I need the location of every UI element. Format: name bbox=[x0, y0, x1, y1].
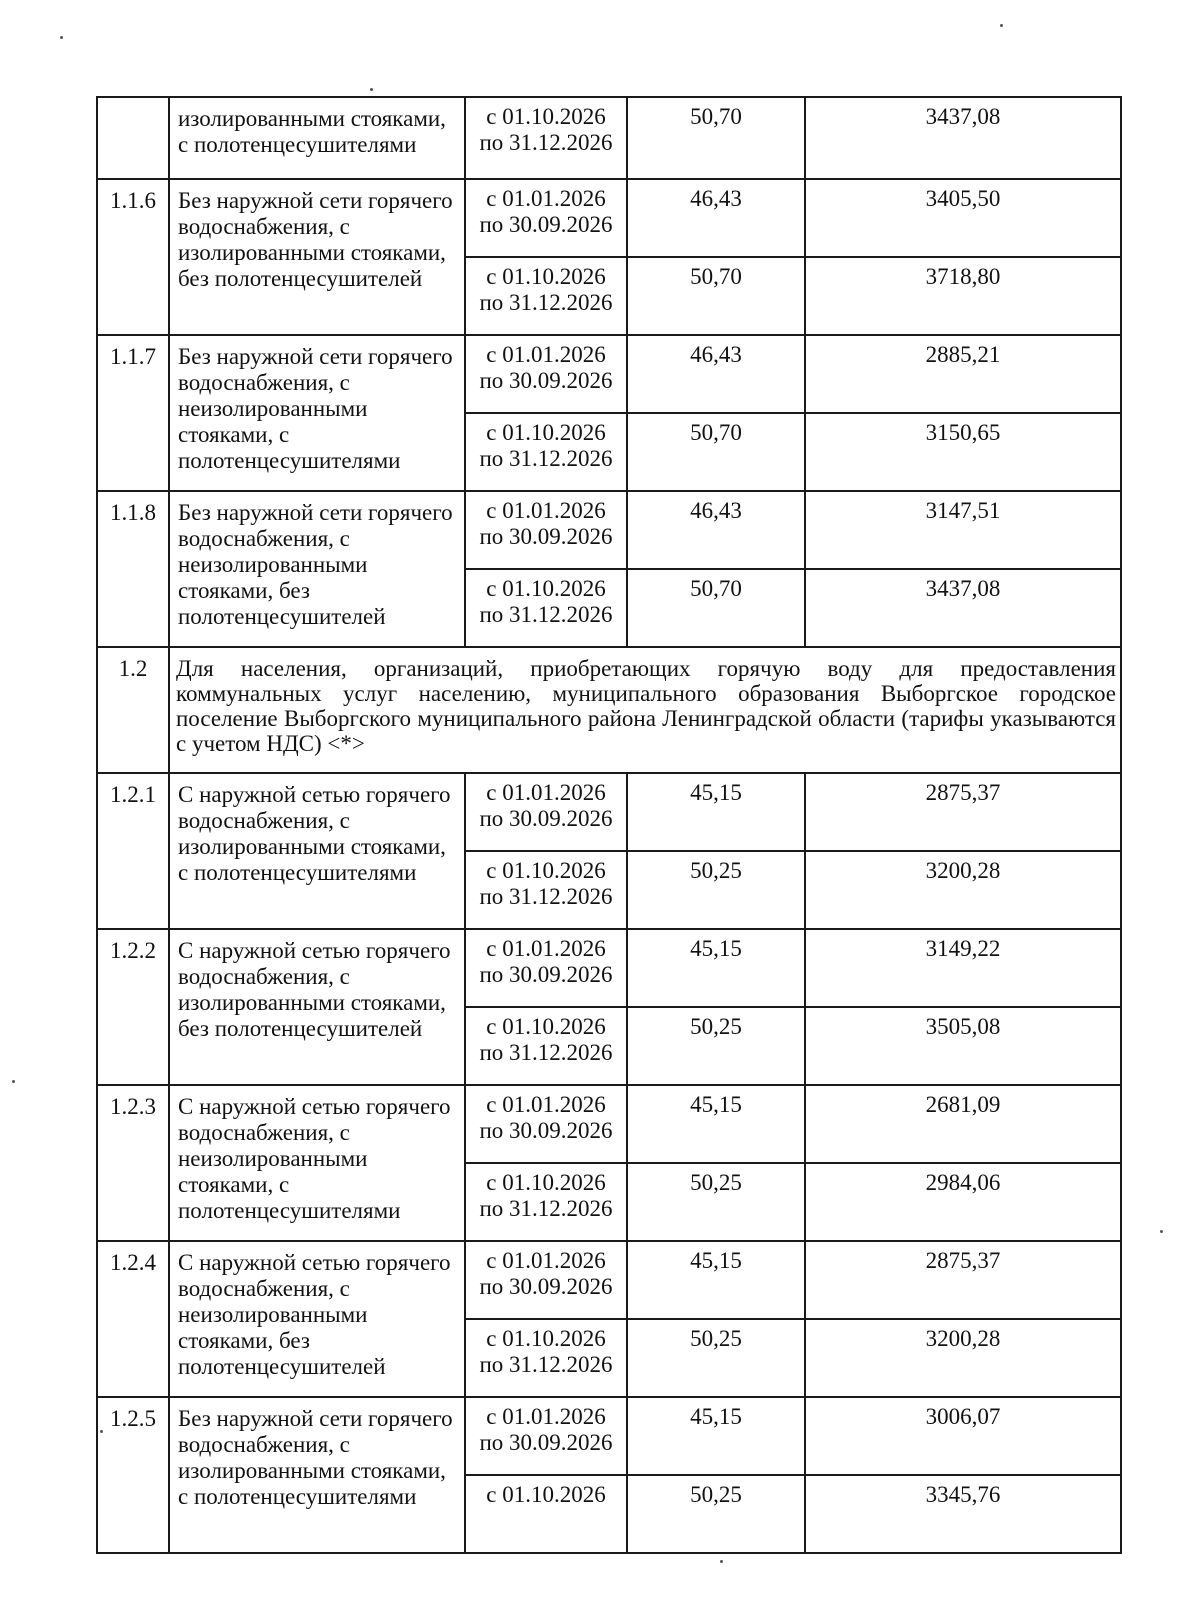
table-row bbox=[97, 929, 1121, 1007]
table-row bbox=[97, 179, 1121, 257]
row-description: С наружной сетью горячего водоснабжения, с неизолированными стояками, без полотенцесушителей bbox=[169, 1241, 465, 1397]
period-cell bbox=[465, 1163, 627, 1241]
period-from: с 01.01.2026 bbox=[486, 1092, 606, 1117]
consumption-norm: 50,70 bbox=[627, 569, 805, 647]
row-number: 1.2.5 bbox=[97, 1397, 169, 1553]
row-number: 1.1.6 bbox=[97, 179, 169, 335]
tariff-value: 3200,28 bbox=[805, 1319, 1121, 1397]
period-cell bbox=[465, 1319, 627, 1397]
row-description: С наружной сетью горячего водоснабжения, с изолированными стояками, с полотенцесушителями bbox=[169, 773, 465, 929]
tariff-value: 3437,08 bbox=[805, 97, 1121, 179]
period-cell bbox=[465, 929, 627, 1007]
table-row bbox=[97, 773, 1121, 851]
row-description: С наружной сетью горячего водоснабжения, с изолированными стояками, без полотенцесушителей bbox=[169, 929, 465, 1085]
period-from: с 01.10.2026 bbox=[486, 858, 606, 883]
period-from: с 01.01.2026 bbox=[486, 936, 606, 961]
period-cell bbox=[465, 413, 627, 491]
tariff-table bbox=[96, 96, 1122, 1554]
period-from: с 01.01.2026 bbox=[486, 186, 606, 211]
consumption-norm: 50,70 bbox=[627, 257, 805, 335]
period-from: с 01.01.2026 bbox=[486, 498, 606, 523]
tariff-value: 3505,08 bbox=[805, 1007, 1121, 1085]
scan-speck bbox=[100, 1430, 103, 1433]
period-to: по 31.12.2026 bbox=[479, 1352, 613, 1377]
period-to: по 31.12.2026 bbox=[479, 130, 613, 155]
period-cell bbox=[465, 1241, 627, 1319]
period-cell bbox=[465, 1475, 627, 1553]
scan-speck bbox=[370, 88, 373, 91]
consumption-norm: 46,43 bbox=[627, 179, 805, 257]
period-to: по 31.12.2026 bbox=[479, 446, 613, 471]
period-from: с 01.10.2026 bbox=[486, 576, 606, 601]
scan-speck bbox=[1160, 1230, 1163, 1233]
period-to: по 31.12.2026 bbox=[479, 290, 613, 315]
consumption-norm: 50,25 bbox=[627, 1163, 805, 1241]
period-from: с 01.10.2026 bbox=[486, 420, 606, 445]
period-to: по 30.09.2026 bbox=[479, 1430, 613, 1455]
tariff-value: 3200,28 bbox=[805, 851, 1121, 929]
row-number: 1.2.3 bbox=[97, 1085, 169, 1241]
consumption-norm: 46,43 bbox=[627, 491, 805, 569]
tariff-value: 3437,08 bbox=[805, 569, 1121, 647]
period-from: с 01.01.2026 bbox=[486, 780, 606, 805]
consumption-norm: 50,70 bbox=[627, 413, 805, 491]
tariff-value: 3150,65 bbox=[805, 413, 1121, 491]
tariff-value: 3006,07 bbox=[805, 1397, 1121, 1475]
period-from: с 01.01.2026 bbox=[486, 1404, 606, 1429]
consumption-norm: 45,15 bbox=[627, 1397, 805, 1475]
consumption-norm: 50,25 bbox=[627, 1319, 805, 1397]
period-cell bbox=[465, 773, 627, 851]
period-cell bbox=[465, 1397, 627, 1475]
table-row bbox=[97, 335, 1121, 413]
scan-speck bbox=[60, 36, 63, 39]
row-description: С наружной сетью горячего водоснабжения, с неизолированными стояками, с полотенцесушителями bbox=[169, 1085, 465, 1241]
row-number: 1.2.4 bbox=[97, 1241, 169, 1397]
period-cell bbox=[465, 1007, 627, 1085]
period-cell bbox=[465, 569, 627, 647]
tariff-value: 3405,50 bbox=[805, 179, 1121, 257]
consumption-norm: 46,43 bbox=[627, 335, 805, 413]
scan-speck bbox=[12, 1080, 15, 1083]
row-number: 1.2.2 bbox=[97, 929, 169, 1085]
period-to: по 30.09.2026 bbox=[479, 524, 613, 549]
period-cell bbox=[465, 179, 627, 257]
tariff-value: 3147,51 bbox=[805, 491, 1121, 569]
section-number: 1.2 bbox=[97, 647, 169, 773]
consumption-norm: 50,70 bbox=[627, 97, 805, 179]
row-description: Без наружной сети горячего водоснабжения, с неизолированными стояками, с полотенцесушителями bbox=[169, 335, 465, 491]
period-cell bbox=[465, 257, 627, 335]
period-cell bbox=[465, 851, 627, 929]
tariff-table-body bbox=[97, 97, 1121, 1553]
table-row bbox=[97, 97, 1121, 179]
tariff-value: 3345,76 bbox=[805, 1475, 1121, 1553]
period-from: с 01.10.2026 bbox=[486, 104, 606, 129]
period-to: по 30.09.2026 bbox=[479, 962, 613, 987]
period-from: с 01.10.2026 bbox=[486, 264, 606, 289]
period-from: с 01.10.2026 bbox=[486, 1326, 606, 1351]
tariff-value: 2681,09 bbox=[805, 1085, 1121, 1163]
tariff-value: 2875,37 bbox=[805, 1241, 1121, 1319]
consumption-norm: 50,25 bbox=[627, 1007, 805, 1085]
section-heading: Для населения, организаций, приобретающих горячую воду для предоставления коммунальных услуг населению, муниципального образования Выборгское городское поселение Выборгского муниципального района Ленинградской области (тарифы указываются с учетом НДС) <*> bbox=[169, 647, 1121, 773]
table-row bbox=[97, 1085, 1121, 1163]
consumption-norm: 45,15 bbox=[627, 929, 805, 1007]
tariff-value: 2885,21 bbox=[805, 335, 1121, 413]
period-to: по 30.09.2026 bbox=[479, 212, 613, 237]
table-row bbox=[97, 491, 1121, 569]
consumption-norm: 45,15 bbox=[627, 773, 805, 851]
period-to: по 31.12.2026 bbox=[479, 1040, 613, 1065]
tariff-value: 2984,06 bbox=[805, 1163, 1121, 1241]
consumption-norm: 50,25 bbox=[627, 851, 805, 929]
period-from: с 01.10.2026 bbox=[486, 1482, 606, 1507]
consumption-norm: 45,15 bbox=[627, 1241, 805, 1319]
period-to: по 30.09.2026 bbox=[479, 368, 613, 393]
consumption-norm: 50,25 bbox=[627, 1475, 805, 1553]
consumption-norm: 45,15 bbox=[627, 1085, 805, 1163]
row-number: 1.1.8 bbox=[97, 491, 169, 647]
table-row bbox=[97, 1241, 1121, 1319]
period-to: по 30.09.2026 bbox=[479, 1274, 613, 1299]
period-to: по 30.09.2026 bbox=[479, 806, 613, 831]
row-description: Без наружной сети горячего водоснабжения, с изолированными стояками, с полотенцесушителями bbox=[169, 1397, 465, 1553]
period-to: по 30.09.2026 bbox=[479, 1118, 613, 1143]
period-from: с 01.01.2026 bbox=[486, 342, 606, 367]
row-number: 1.2.1 bbox=[97, 773, 169, 929]
period-to: по 31.12.2026 bbox=[479, 602, 613, 627]
tariff-value: 2875,37 bbox=[805, 773, 1121, 851]
period-from: с 01.10.2026 bbox=[486, 1170, 606, 1195]
period-cell bbox=[465, 335, 627, 413]
row-description: Без наружной сети горячего водоснабжения, с изолированными стояками, без полотенцесушителей bbox=[169, 179, 465, 335]
period-to: по 31.12.2026 bbox=[479, 1196, 613, 1221]
tariff-value: 3149,22 bbox=[805, 929, 1121, 1007]
scan-speck bbox=[720, 1560, 723, 1563]
section-row bbox=[97, 647, 1121, 773]
row-number: 1.1.7 bbox=[97, 335, 169, 491]
period-from: с 01.01.2026 bbox=[486, 1248, 606, 1273]
table-row bbox=[97, 1397, 1121, 1475]
period-cell bbox=[465, 97, 627, 179]
row-number bbox=[97, 97, 169, 179]
scan-speck bbox=[1000, 24, 1003, 27]
row-description: Без наружной сети горячего водоснабжения, с неизолированными стояками, без полотенцесушителей bbox=[169, 491, 465, 647]
row-description: изолированными стояками, с полотенцесушителями bbox=[169, 97, 465, 179]
period-cell bbox=[465, 1085, 627, 1163]
period-from: с 01.10.2026 bbox=[486, 1014, 606, 1039]
period-cell bbox=[465, 491, 627, 569]
tariff-value: 3718,80 bbox=[805, 257, 1121, 335]
period-to: по 31.12.2026 bbox=[479, 884, 613, 909]
